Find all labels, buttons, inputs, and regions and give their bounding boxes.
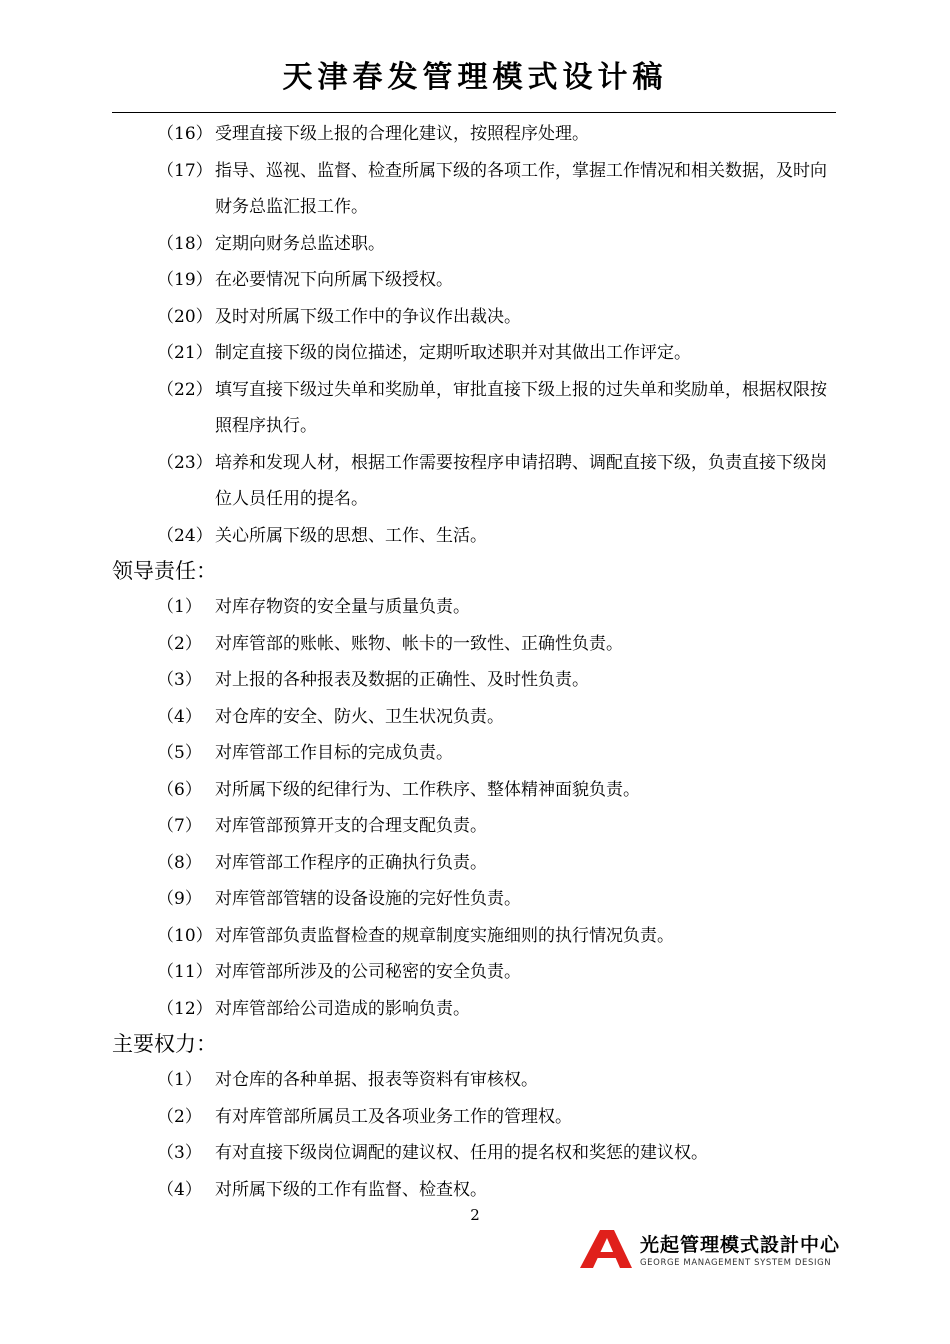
page-header-title: 天津春发管理模式设计稿 <box>282 60 668 95</box>
item-number: （7） <box>157 816 202 836</box>
item-text: 对库管部负责监督检查的规章制度实施细则的执行情况负责。 <box>215 925 674 946</box>
leadership-item <box>112 954 838 991</box>
duty-item <box>112 518 838 555</box>
item-text: 对库管部所涉及的公司秘密的安全负责。 <box>215 962 521 982</box>
item-text: 受理直接下级上报的合理化建议，按照程序处理。 <box>215 124 589 144</box>
item-text: 对上报的各种报表及数据的正确性、及时性负责。 <box>215 670 589 690</box>
item-text: 有对直接下级岗位调配的建议权、任用的提名权和奖惩的建议权。 <box>215 1143 708 1163</box>
item-number: （3） <box>157 670 202 690</box>
page-number: 2 <box>470 1206 480 1224</box>
duty-item <box>112 445 838 518</box>
item-number: （3） <box>157 1143 202 1163</box>
item-number: （1） <box>157 1070 202 1090</box>
authority-list <box>112 1062 838 1208</box>
duty-item <box>112 299 838 336</box>
duty-item <box>112 262 838 299</box>
item-number: （22） <box>157 379 213 400</box>
logo-english-name: GEORGE MANAGEMENT SYSTEM DESIGN <box>640 1258 832 1268</box>
item-number: （8） <box>157 852 202 873</box>
duty-item <box>112 226 838 263</box>
item-number: （19） <box>157 270 213 290</box>
item-text: 有对库管部所属员工及各项业务工作的管理权。 <box>215 1106 572 1127</box>
authority-item <box>112 1172 838 1209</box>
leadership-item <box>112 662 838 699</box>
item-text: 及时对所属下级工作中的争议作出裁决。 <box>215 306 521 327</box>
item-text: 指导、巡视、监督、检查所属下级的各项工作，掌握工作情况和相关数据，及时向财务总监汇报工作。 <box>215 160 827 217</box>
item-number: （4） <box>157 1179 202 1200</box>
duty-item <box>112 372 838 445</box>
item-number: （2） <box>157 633 202 654</box>
duty-item <box>112 116 838 153</box>
leadership-item <box>112 772 838 809</box>
item-number: （5） <box>157 743 202 763</box>
item-number: （1） <box>157 597 202 617</box>
item-number: （10） <box>157 925 213 946</box>
leadership-item <box>112 589 838 626</box>
item-text: 对仓库的各种单据、报表等资料有审核权。 <box>215 1070 538 1090</box>
item-text: 对库管部的账帐、账物、帐卡的一致性、正确性负责。 <box>215 633 623 654</box>
item-text: 定期向财务总监述职。 <box>215 233 385 254</box>
authority-item <box>112 1099 838 1136</box>
item-text: 对库管部工作程序的正确执行负责。 <box>215 852 487 873</box>
item-text: 对库管部给公司造成的影响负责。 <box>215 998 470 1019</box>
item-text: 对库管部管辖的设备设施的完好性负责。 <box>215 889 521 909</box>
item-number: （24） <box>157 525 213 546</box>
leadership-item <box>112 845 838 882</box>
leadership-item <box>112 881 838 918</box>
item-number: （2） <box>157 1106 202 1127</box>
item-number: （23） <box>157 452 213 473</box>
authority-item <box>112 1135 838 1172</box>
duty-item <box>112 153 838 226</box>
item-text: 制定直接下级的岗位描述，定期听取述职并对其做出工作评定。 <box>215 343 691 363</box>
duties-list <box>112 116 838 554</box>
leadership-item <box>112 808 838 845</box>
item-number: （11） <box>157 962 213 982</box>
item-number: （12） <box>157 998 213 1019</box>
item-text: 对所属下级的工作有监督、检查权。 <box>215 1179 487 1200</box>
item-number: （20） <box>157 306 213 327</box>
logo-a-mark-icon <box>578 1228 634 1270</box>
item-number: （9） <box>157 889 202 909</box>
item-text: 培养和发现人材，根据工作需要按程序申请招聘、调配直接下级，负责直接下级岗位人员任用的提名。 <box>215 452 827 509</box>
header-divider <box>112 112 836 113</box>
item-number: （17） <box>157 160 213 181</box>
authority-item <box>112 1062 838 1099</box>
item-number: （21） <box>157 343 213 363</box>
item-text: 对库存物资的安全量与质量负责。 <box>215 597 470 617</box>
company-logo <box>578 1228 841 1270</box>
logo-chinese-name: 光起管理模式設計中心 <box>640 1234 841 1256</box>
leadership-item <box>112 991 838 1028</box>
item-text: 对所属下级的纪律行为、工作秩序、整体精神面貌负责。 <box>215 779 640 800</box>
section-heading-leadership: 领导责任： <box>112 559 217 583</box>
item-number: （16） <box>157 124 213 144</box>
document-body <box>112 116 838 1208</box>
leadership-item <box>112 626 838 663</box>
item-text: 对库管部预算开支的合理支配负责。 <box>215 816 487 836</box>
item-text: 对库管部工作目标的完成负责。 <box>215 743 453 763</box>
leadership-item <box>112 735 838 772</box>
item-number: （6） <box>157 779 202 800</box>
section-heading-authority: 主要权力： <box>112 1032 217 1056</box>
leadership-list <box>112 589 838 1027</box>
item-number: （18） <box>157 233 213 254</box>
leadership-item <box>112 918 838 955</box>
leadership-item <box>112 699 838 736</box>
item-text: 填写直接下级过失单和奖励单，审批直接下级上报的过失单和奖励单，根据权限按照程序执行。 <box>215 379 827 436</box>
item-text: 对仓库的安全、防火、卫生状况负责。 <box>215 706 504 727</box>
item-text: 在必要情况下向所属下级授权。 <box>215 270 453 290</box>
item-text: 关心所属下级的思想、工作、生活。 <box>215 525 487 546</box>
duty-item <box>112 335 838 372</box>
item-number: （4） <box>157 706 202 727</box>
